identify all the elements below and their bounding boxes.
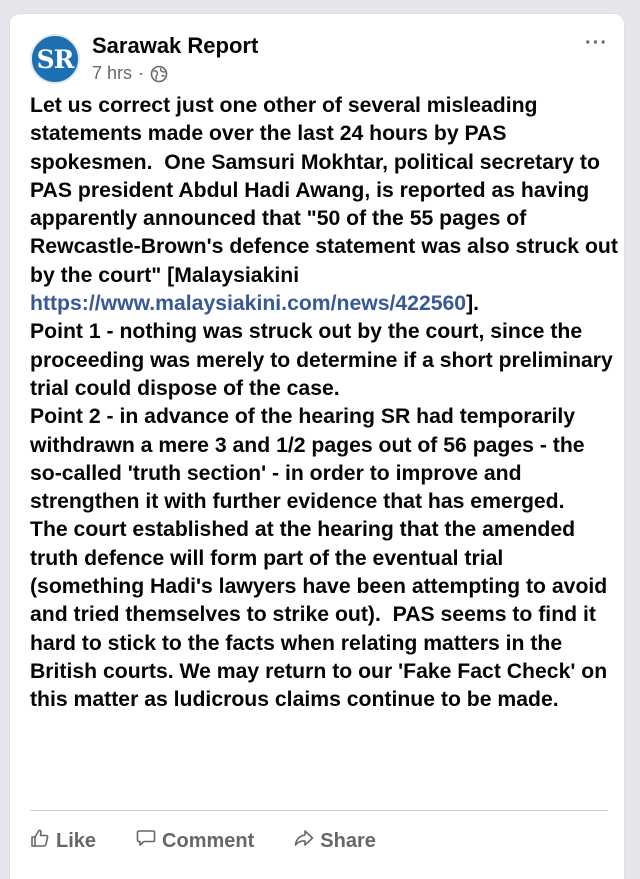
globe-icon [150,65,168,83]
share-label: Share [320,829,376,852]
speech-bubble-icon [136,828,162,854]
article-link[interactable]: https://www.malaysiakini.com/news/422560 [30,292,467,316]
avatar[interactable] [30,34,80,84]
thumbs-up-icon [30,828,56,854]
comment-button[interactable] [136,828,254,854]
post-body [30,92,624,715]
post-meta [92,34,258,84]
share-button[interactable] [294,828,376,854]
page-name[interactable]: Sarawak Report [92,33,259,58]
post-time[interactable]: 7 hrs [92,63,133,84]
post-text-intro: Let us correct just one other of several misleading statements made over the last 24 hours by PAS spokesmen. One Samsuri Mokhtar, political secretary to PAS president Abdul Hadi Awang, is reported as having apparently announced that "50 of the 55 pages of Rewcastle-Brown's defence statement was also struck out by the court" [Malaysiakini [30,94,624,287]
post-subline [92,64,258,84]
post-card [10,14,624,879]
separator-dot: · [138,63,145,84]
more-options-button[interactable]: ··· [585,32,608,54]
like-label: Like [56,829,97,852]
avatar-text: SR [36,44,74,74]
post-text-point1: Point 1 - nothing was struck out by the court, since the proceeding was merely to determine if a short preliminary trial could dispose of the case. [30,320,619,400]
like-button[interactable] [30,828,96,854]
post-actions [30,828,410,854]
post-header [30,34,258,84]
share-arrow-icon [294,828,320,854]
comment-label: Comment [162,829,255,852]
post-text-closing: The court established at the hearing that the amended truth defence will form part of the eventual trial (something Hadi's lawyers have been attempting to avoid and tried themselves to strike out). PAS seems to find it hard to stick to the facts when relating matters in the British courts. We may return to our 'Fake Fact Check' on this matter as ludicrous claims continue to be made. [30,518,614,712]
actions-divider [30,810,608,811]
post-text-after-link: ]. [466,292,480,316]
post-text-point2: Point 2 - in advance of the hearing SR had temporarily withdrawn a mere 3 and 1/2 pages out of 56 pages - the so-called 'truth section' - in order to improve and strengthen it with further evidence that has emerged. [30,405,591,514]
